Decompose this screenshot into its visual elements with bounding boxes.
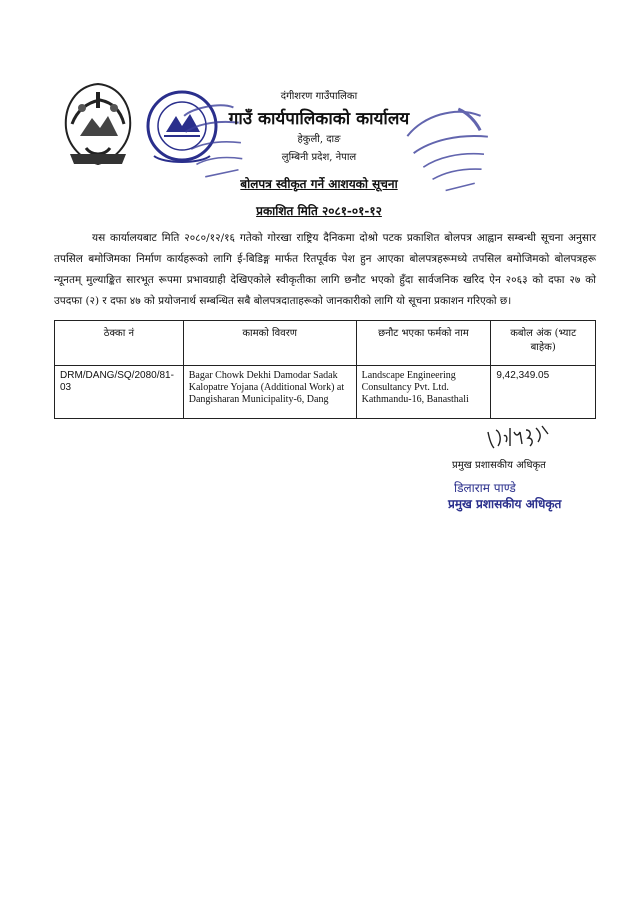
table-header-row <box>55 321 596 366</box>
address-line-2: लुम्बिनी प्रदेश, नेपाल <box>281 152 357 163</box>
notice-title <box>0 175 638 192</box>
col-firm: छनौट भएका फर्मको नाम <box>356 321 491 366</box>
officer-title: प्रमुख प्रशासकीय अधिकृत <box>452 460 546 471</box>
cell-firm: Landscape Engineering Consultancy Pvt. Ltd. Kathmandu-16, Banasthali <box>356 366 491 419</box>
published-date <box>0 202 638 219</box>
cell-work: Bagar Chowk Dekhi Damodar Sadak Kalopatre Yojana (Additional Work) at Dangisharan Municipality-6, Dang <box>183 366 356 419</box>
notice-body: यस कार्यालयबाट मिति २०८०/१२/१६ गतेको गोरखा राष्ट्रिय दैनिकमा दोश्रो पटक प्रकाशित बोलपत्र आह्वान सम्बन्धी सूचना अनुसार तपसिल बमोजिमका निर्माण कार्यहरूको लागि ई-बिडिङ्ग मार्फत रितपूर्वक पेश हुन आएका बोलपत्रहरूमध्ये तपसिल बमोजिमको बोलपत्रहरू न्यूनतम् मुल्याङ्कित सारभूत रूपमा प्रभावग्राही देखिएकोले स्वीकृतीका लागि छनौट भएको हुँदा सार्वजनिक खरिद ऐन २०६३ को दफा २७ को उपदफा (२) र दफा ४७ को प्रयोजनार्थ सम्बन्धित सबै बोलपत्रदाताहरूको जानकारीको लागि यो सूचना प्रकाशन गरिएको छ। <box>54 232 596 307</box>
bid-table <box>54 320 596 419</box>
col-amount: कबोल अंक (भ्याट बाहेक) <box>491 321 596 366</box>
stamp-officer-title: प्रमुख प्रशासकीय अधिकृत <box>448 497 562 511</box>
cell-amount: 9,42,349.05 <box>491 366 596 419</box>
col-work: कामको विवरण <box>183 321 356 366</box>
col-contract-no: ठेक्का नं <box>55 321 184 366</box>
handwritten-signature <box>486 424 552 452</box>
table-row <box>55 366 596 419</box>
office-title: गाउँ कार्यपालिकाको कार्यालय <box>228 109 410 129</box>
address-line-1: हेकुली, दाङ <box>297 134 341 145</box>
published-date-text: प्रकाशित मिति २०८१-०१-१२ <box>256 204 382 218</box>
cell-contract-no: DRM/DANG/SQ/2080/81-03 <box>55 366 184 419</box>
municipality-name: दंगीशरण गाउँपालिका <box>280 91 358 102</box>
notice-title-text: बोलपत्र स्वीकृत गर्ने आशयको सूचना <box>240 177 398 191</box>
stamp-officer-name: डिलाराम पाण्डे <box>454 481 516 495</box>
